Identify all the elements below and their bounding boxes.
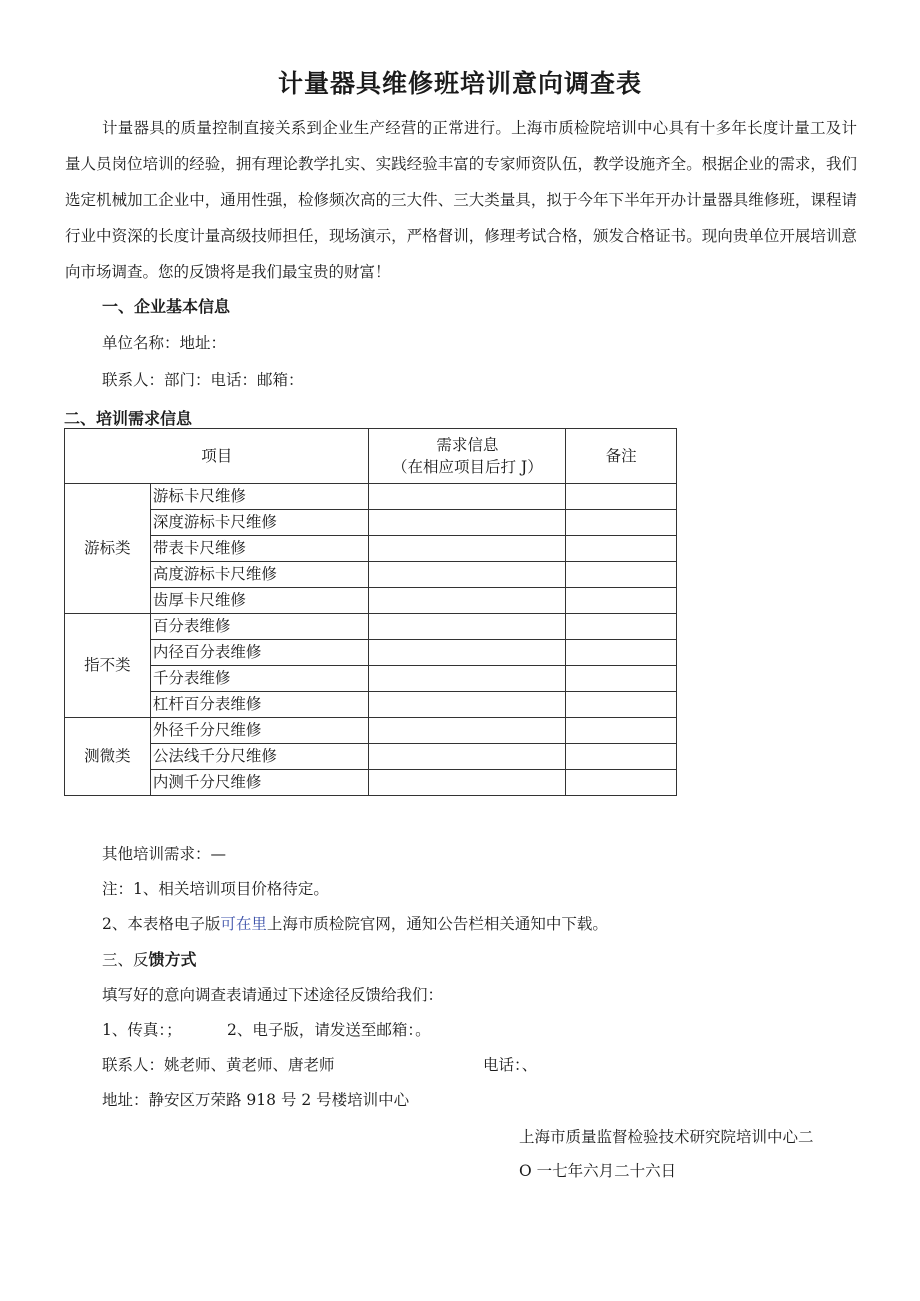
- contact-info-line: 联系人：部门：电话：邮箱：: [102, 371, 304, 389]
- category-cell: 指不类: [65, 614, 151, 718]
- contacts-line: 联系人：姚老师、黄老师、唐老师: [102, 1056, 335, 1074]
- note-cell[interactable]: [566, 510, 677, 536]
- need-checkbox-cell[interactable]: [369, 692, 566, 718]
- table-row: [65, 562, 677, 588]
- category-cell: 游标类: [65, 484, 151, 614]
- note-2-link[interactable]: 可在里: [220, 915, 267, 933]
- item-cell: 杠杆百分表维修: [150, 692, 369, 718]
- note-cell[interactable]: [566, 484, 677, 510]
- item-cell: 公法线千分尺维修: [150, 744, 369, 770]
- note-cell[interactable]: [566, 614, 677, 640]
- intro-paragraph: [65, 110, 857, 290]
- note-cell[interactable]: [566, 588, 677, 614]
- need-checkbox-cell[interactable]: [369, 510, 566, 536]
- item-cell: 内径百分表维修: [150, 640, 369, 666]
- header-need-line2: （在相应项目后打 J）: [392, 458, 543, 476]
- table-row: [65, 536, 677, 562]
- note-cell[interactable]: [566, 692, 677, 718]
- need-checkbox-cell[interactable]: [369, 562, 566, 588]
- note-cell[interactable]: [566, 718, 677, 744]
- table-row: [65, 770, 677, 796]
- table-row: [65, 614, 677, 640]
- note-cell[interactable]: [566, 562, 677, 588]
- section3-heading: [102, 947, 197, 970]
- header-note: 备注: [566, 429, 677, 484]
- table-header-row: [65, 429, 677, 484]
- need-checkbox-cell[interactable]: [369, 666, 566, 692]
- note-cell[interactable]: [566, 666, 677, 692]
- header-need: [369, 429, 566, 484]
- item-cell: 内测千分尺维修: [150, 770, 369, 796]
- email-line: 2、电子版，请发送至邮箱：。: [227, 1021, 431, 1039]
- other-needs-line: 其他培训需求：—: [102, 845, 227, 863]
- table-row: [65, 510, 677, 536]
- company-name-address-line: 单位名称：地址：: [102, 334, 227, 352]
- phone-line: 电话：、: [483, 1056, 538, 1074]
- table-row: [65, 588, 677, 614]
- table-row: [65, 718, 677, 744]
- need-checkbox-cell[interactable]: [369, 770, 566, 796]
- page-title: 计量器具维修班培训意向调查表: [277, 69, 642, 98]
- header-need-line1: 需求信息: [436, 436, 499, 454]
- table-row: [65, 744, 677, 770]
- intro-text: 计量器具的质量控制直接关系到企业生产经营的正常进行。上海市质检院培训中心具有十多年长度计量工及计量人员岗位培训的经验，拥有理论教学扎实、实践经验丰富的专家师资队伍，教学设施齐全。根据企业的需求，我们选定机械加工企业中，通用性强，检修频次高的三大件、三大类量具，拟于今年下半年开办计量器具维修班，课程请行业中资深的长度计量高级技师担任，现场演示，严格督训，修理考试合格，颁发合格证书。现向贵单位开展培训意向市场调查。您的反馈将是我们最宝贵的财富！: [65, 119, 857, 281]
- address-line: 地址：静安区万荣路 918 号 2 号楼培训中心: [102, 1091, 410, 1109]
- note-cell[interactable]: [566, 770, 677, 796]
- signature-date: O 一七年六月二十六日: [519, 1162, 677, 1180]
- need-checkbox-cell[interactable]: [369, 718, 566, 744]
- item-cell: 百分表维修: [150, 614, 369, 640]
- need-checkbox-cell[interactable]: [369, 744, 566, 770]
- table-row: [65, 640, 677, 666]
- note-cell[interactable]: [566, 536, 677, 562]
- table-row: [65, 484, 677, 510]
- note-cell[interactable]: [566, 640, 677, 666]
- signature-org: 上海市质量监督检验技术研究院培训中心二: [519, 1128, 814, 1146]
- section2-heading: 二、培训需求信息: [64, 409, 193, 428]
- feedback-intro: 填写好的意向调查表请通过下述途径反馈给我们：: [102, 986, 444, 1004]
- fax-line: 1、传真：；: [102, 1021, 182, 1039]
- need-checkbox-cell[interactable]: [369, 640, 566, 666]
- item-cell: 带表卡尺维修: [150, 536, 369, 562]
- note-cell[interactable]: [566, 744, 677, 770]
- table-row: [65, 666, 677, 692]
- item-cell: 游标卡尺维修: [150, 484, 369, 510]
- need-checkbox-cell[interactable]: [369, 614, 566, 640]
- item-cell: 千分表维修: [150, 666, 369, 692]
- note-2-post: 上海市质检院官网，通知公告栏相关通知中下载。: [266, 915, 608, 933]
- training-needs-table: [64, 428, 677, 796]
- section3-heading-bold: 馈方式: [148, 950, 197, 969]
- need-checkbox-cell[interactable]: [369, 588, 566, 614]
- note-2-pre: 2、本表格电子版: [102, 915, 221, 933]
- item-cell: 高度游标卡尺维修: [150, 562, 369, 588]
- note-2: [102, 912, 608, 934]
- header-item: 项目: [65, 429, 369, 484]
- need-checkbox-cell[interactable]: [369, 484, 566, 510]
- section3-heading-pre: 三、反: [102, 951, 149, 969]
- item-cell: 外径千分尺维修: [150, 718, 369, 744]
- item-cell: 齿厚卡尺维修: [150, 588, 369, 614]
- need-checkbox-cell[interactable]: [369, 536, 566, 562]
- category-cell: 测微类: [65, 718, 151, 796]
- section1-heading: 一、企业基本信息: [102, 297, 231, 316]
- item-cell: 深度游标卡尺维修: [150, 510, 369, 536]
- note-1: 注：1、相关培训项目价格待定。: [102, 880, 329, 898]
- table-row: [65, 692, 677, 718]
